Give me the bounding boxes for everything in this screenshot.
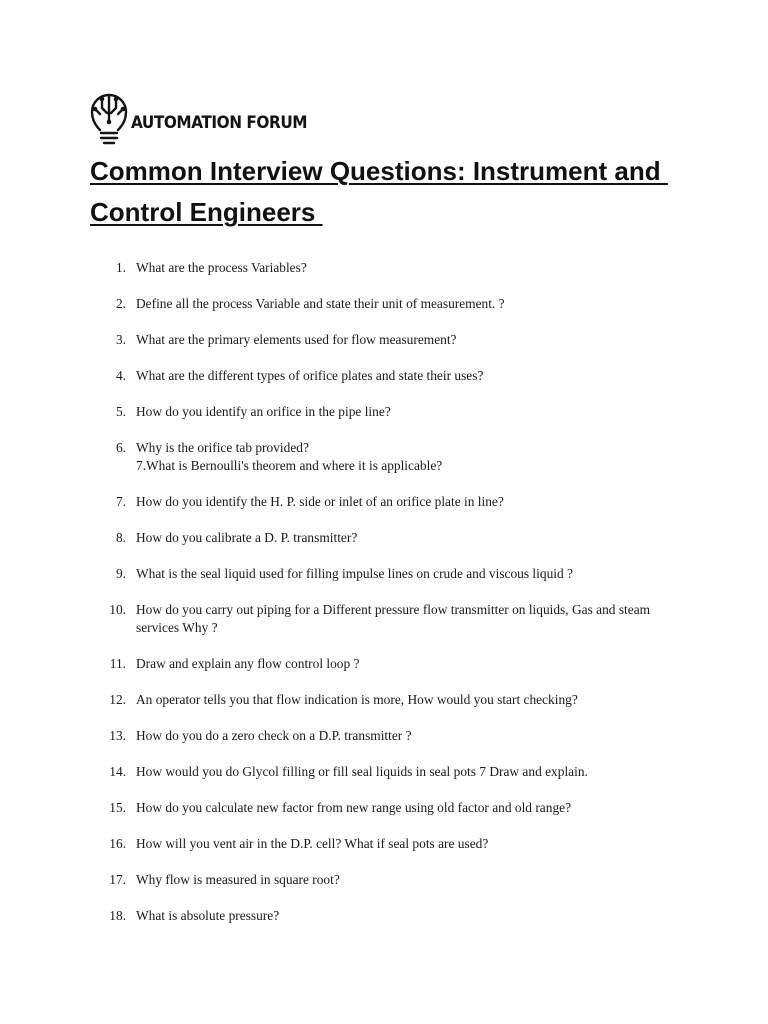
question-text: How do you calibrate a D. P. transmitter? (136, 530, 358, 545)
question-text: What is the seal liquid used for filling impulse lines on crude and viscous liquid ? (136, 566, 573, 581)
list-item (0, 403, 768, 421)
question-text: An operator tells you that flow indication is more, How would you start checking? (136, 692, 578, 707)
question-number: 14. (109, 764, 126, 779)
lightbulb-circuit-icon (90, 92, 128, 148)
list-item (0, 907, 768, 925)
list-item (0, 691, 768, 709)
question-text: What are the different types of orifice plates and state their uses? (136, 368, 484, 383)
question-subtext: 7.What is Bernoulli's theorem and where it is applicable? (136, 458, 443, 473)
question-number: 11. (109, 656, 126, 671)
question-number: 17. (109, 872, 126, 887)
list-item (0, 655, 768, 673)
question-number: 9. (115, 566, 126, 581)
question-number: 5. (115, 404, 126, 419)
page-title (90, 151, 730, 233)
list-item (0, 835, 768, 853)
question-text: How do you carry out piping for a Different pressure flow transmitter on liquids, Gas and steam services Why ? (136, 602, 651, 635)
list-item (0, 565, 768, 583)
list-item (0, 367, 768, 385)
question-text: What are the primary elements used for flow measurement? (136, 332, 457, 347)
title-line-1: Common Interview Questions: Instrument and (90, 156, 668, 186)
question-text: How do you identify an orifice in the pipe line? (136, 404, 391, 419)
question-text: Draw and explain any flow control loop ? (136, 656, 360, 671)
question-number: 16. (109, 836, 126, 851)
question-text: How do you calculate new factor from new range using old factor and old range? (136, 800, 572, 815)
list-item (0, 331, 768, 349)
list-item (0, 259, 768, 277)
logo-text: AUTOMATION FORUM (131, 113, 308, 133)
list-item (0, 799, 768, 817)
list-item (0, 439, 768, 475)
question-number: 13. (109, 728, 126, 743)
question-number: 10. (109, 602, 126, 617)
automation-forum-logo (90, 92, 327, 148)
question-text: What are the process Variables? (136, 260, 307, 275)
question-text: Why flow is measured in square root? (136, 872, 340, 887)
question-text: Define all the process Variable and state their unit of measurement. ? (136, 296, 505, 311)
list-item (0, 763, 768, 781)
question-text: How do you do a zero check on a D.P. transmitter ? (136, 728, 412, 743)
question-text: Why is the orifice tab provided? (136, 440, 309, 455)
list-item (0, 529, 768, 547)
list-item (0, 295, 768, 313)
list-item (0, 493, 768, 511)
question-text: What is absolute pressure? (136, 908, 280, 923)
question-number: 15. (109, 800, 126, 815)
title-line-2: Control Engineers (90, 197, 323, 227)
question-text: How do you identify the H. P. side or inlet of an orifice plate in line? (136, 494, 504, 509)
question-number: 12. (109, 692, 126, 707)
question-number: 2. (115, 296, 126, 311)
list-item (0, 871, 768, 889)
list-item (0, 601, 768, 637)
question-list (0, 259, 768, 943)
question-number: 18. (109, 908, 126, 923)
question-number: 4. (115, 368, 126, 383)
question-text: How will you vent air in the D.P. cell? What if seal pots are used? (136, 836, 489, 851)
question-number: 1. (115, 260, 126, 275)
question-number: 7. (115, 494, 126, 509)
question-text: How would you do Glycol filling or fill seal liquids in seal pots 7 Draw and explain. (136, 764, 588, 779)
question-number: 6. (115, 440, 126, 455)
question-number: 3. (115, 332, 126, 347)
list-item (0, 727, 768, 745)
question-number: 8. (115, 530, 126, 545)
